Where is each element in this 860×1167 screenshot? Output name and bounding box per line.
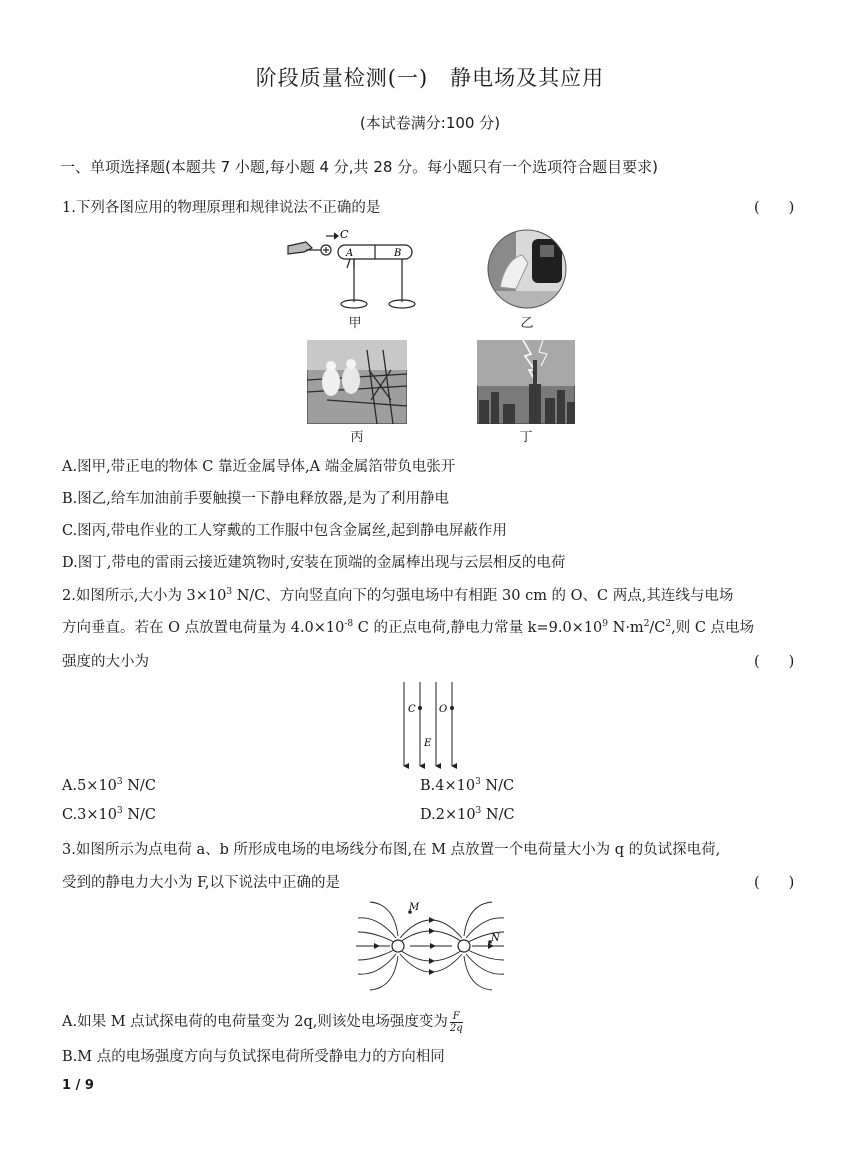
q3-line1: 3.如图所示为点电荷 a、b 所形成电场的电场线分布图,在 M 点放置一个电荷量大小为 q 的负试探电荷, — [62, 842, 721, 858]
label-C: C — [408, 704, 416, 715]
label-E: E — [424, 738, 432, 749]
q1-option-b: B.图乙,给车加油前手要触摸一下静电释放器,是为了利用静电 — [62, 491, 449, 507]
q1-option-a: A.图甲,带正电的物体 C 靠近金属导体,A 端金属箔带负电张开 — [62, 459, 456, 475]
q2-line1: 2.如图所示,大小为 $3\times 10^3$ N/C、方向竖直向下的匀强电场中有相距 30 cm 的 O、C 两点,其连线与电场 — [62, 587, 734, 604]
q1-stem: 1.下列各图应用的物理原理和规律说法不正确的是 — [62, 200, 381, 216]
label-A: A — [346, 248, 354, 259]
label-M: M — [409, 902, 420, 913]
q1-figure-jia — [282, 224, 422, 314]
section-heading: 一、单项选择题(本题共 7 小题,每小题 4 分,共 28 分。每小题只有一个选项符合题目要求) — [60, 158, 659, 176]
fraction-f-over-2q: $\frac{F}{2q}$ — [449, 1010, 463, 1034]
label-C: C — [340, 228, 349, 241]
q2-line2: 方向垂直。若在 O 点放置电荷量为 $4.0\times 10^{-8}$ C 的正点电荷,静电力常量 $k=9.0\times 10^9$ $N\cdot m^2/C^2$,则 C 点电场 — [62, 619, 755, 636]
q3-answer-paren: ( ) — [754, 875, 795, 891]
q3-field-lines-figure — [352, 898, 508, 994]
q3-option-a: A.如果 M 点试探电荷的电荷量变为 2q,则该处电场强度变为 $\frac{F}{2q}$ — [62, 1010, 463, 1034]
q2-option-c: $C.3\times 10^3$ N/C — [62, 806, 157, 823]
q2-option-b: $B.4\times 10^3$ N/C — [420, 777, 515, 794]
q2-line3: 强度的大小为 — [62, 654, 149, 670]
q1-figure-bing — [307, 340, 407, 424]
caption-ding: 丁 — [519, 430, 533, 445]
q2-field-figure — [395, 680, 465, 772]
caption-jia: 甲 — [348, 316, 362, 331]
q1-figure-ding — [477, 340, 575, 424]
label-N: N — [491, 933, 500, 944]
page-number: 1 / 9 — [62, 1078, 94, 1093]
q3-line2: 受到的静电力大小为 F,以下说法中正确的是 — [62, 875, 341, 891]
q2-option-a: $A.5\times 10^3$ N/C — [62, 777, 156, 794]
q1-option-c: C.图丙,带电作业的工人穿戴的工作服中包含金属丝,起到静电屏蔽作用 — [62, 523, 507, 539]
page-title: 阶段质量检测(一) 静电场及其应用 — [255, 66, 605, 90]
q3-option-b: B.M 点的电场强度方向与负试探电荷所受静电力的方向相同 — [62, 1049, 445, 1065]
q1-figure-yi — [486, 229, 568, 309]
q2-option-d: $D.2\times 10^3$ N/C — [420, 806, 515, 823]
caption-bing: 丙 — [350, 430, 364, 445]
q1-answer-paren: ( ) — [754, 200, 795, 216]
q2-answer-paren: ( ) — [754, 654, 795, 670]
caption-yi: 乙 — [520, 316, 534, 331]
page-subtitle: (本试卷满分:100 分) — [359, 114, 501, 132]
label-O: O — [439, 704, 448, 715]
label-B: B — [394, 248, 402, 259]
q1-option-d: D.图丁,带电的雷雨云接近建筑物时,安装在顶端的金属棒出现与云层相反的电荷 — [62, 555, 566, 571]
